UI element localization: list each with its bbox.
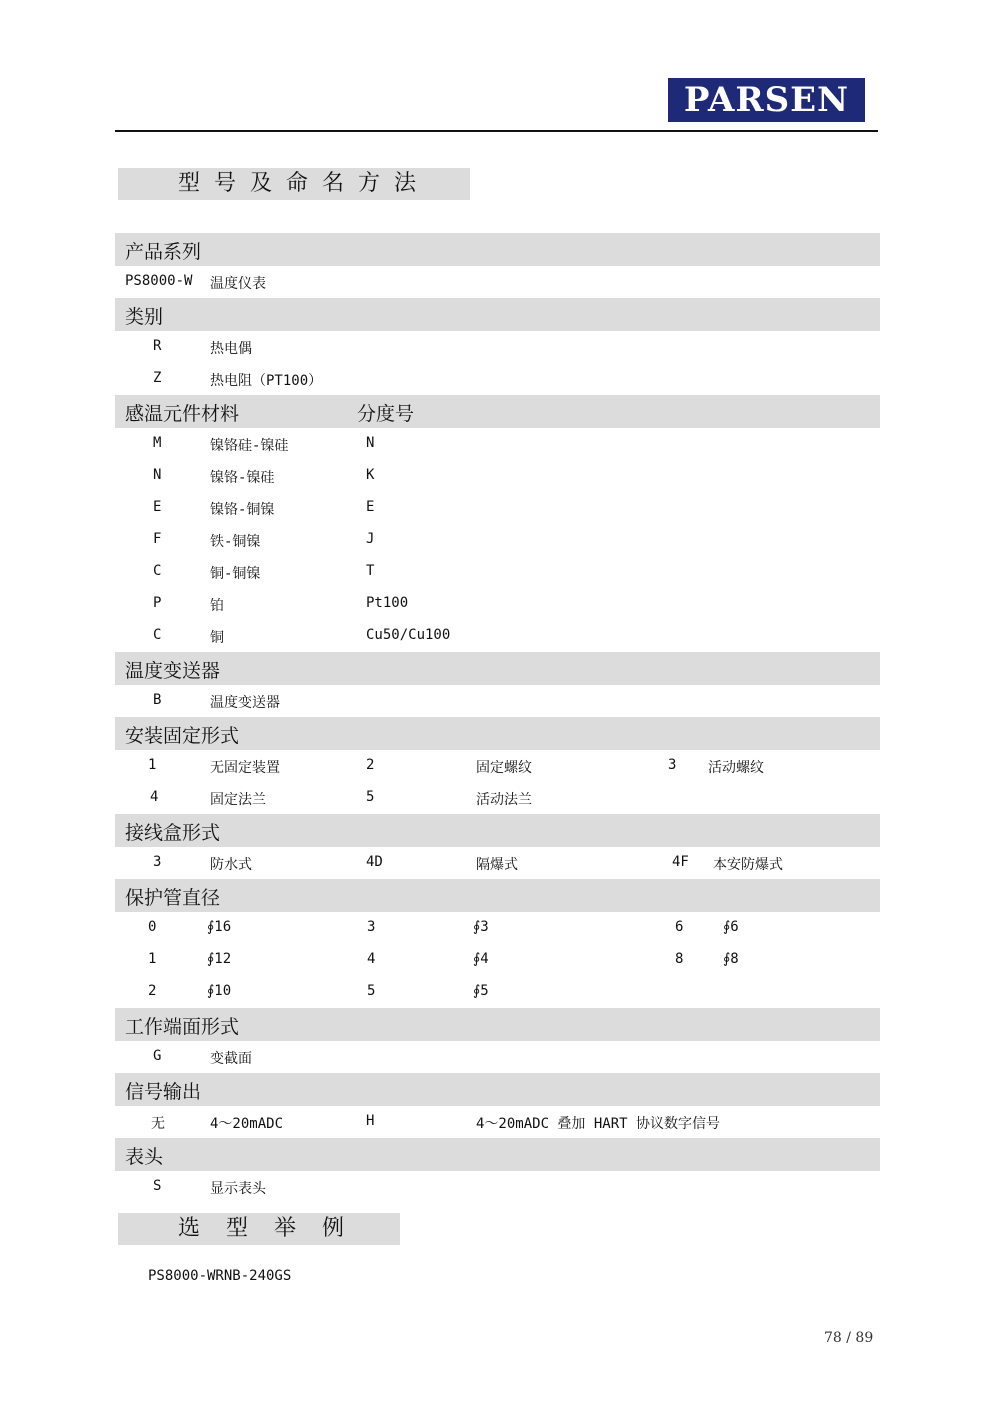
code-cell: 4 xyxy=(150,789,159,805)
desc-cell: 隔爆式 xyxy=(476,857,518,873)
page-number: 78 / 89 xyxy=(824,1330,874,1346)
header-label: 产品系列 xyxy=(125,241,202,263)
graduation-cell: J xyxy=(366,531,375,547)
section-header-meter-head xyxy=(115,1138,880,1171)
section-header-sensing-material xyxy=(115,395,880,428)
code-cell: 1 xyxy=(148,757,157,773)
header-label: 信号输出 xyxy=(125,1081,202,1103)
code-cell: H xyxy=(366,1113,375,1129)
desc-cell: 温度仪表 xyxy=(210,276,266,292)
desc-cell: 显示表头 xyxy=(210,1181,266,1197)
model-naming-table xyxy=(115,233,880,1203)
desc-cell: ∮5 xyxy=(473,983,489,999)
code-cell: 4D xyxy=(366,854,383,870)
section-header-tube-diameter xyxy=(115,879,880,912)
code-cell: 4F xyxy=(672,854,689,870)
code-cell: N xyxy=(153,467,162,483)
code-cell: 3 xyxy=(367,919,376,935)
desc-cell: ∮16 xyxy=(207,919,232,935)
table-row xyxy=(115,492,880,524)
code-cell: 5 xyxy=(367,983,376,999)
desc-cell: 活动法兰 xyxy=(476,792,532,808)
desc-cell: 4～20mADC 叠加 HART 协议数字信号 xyxy=(476,1116,721,1132)
desc-cell: 镍铬硅-镍硅 xyxy=(210,438,289,454)
code-cell: 4 xyxy=(367,951,376,967)
table-row xyxy=(115,331,880,363)
table-row xyxy=(115,556,880,588)
header-label: 分度号 xyxy=(357,403,415,425)
header-label: 温度变送器 xyxy=(125,660,221,682)
graduation-cell: Cu50/Cu100 xyxy=(366,627,451,643)
table-row xyxy=(115,428,880,460)
section-header-junction-box xyxy=(115,814,880,847)
header-label: 保护管直径 xyxy=(125,887,221,909)
header-label: 接线盒形式 xyxy=(125,822,221,844)
header-label: 感温元件材料 xyxy=(125,403,240,425)
graduation-cell: T xyxy=(366,563,375,579)
section-header-mounting xyxy=(115,717,880,750)
section-header-working-end xyxy=(115,1008,880,1041)
desc-cell: 铂 xyxy=(210,598,224,614)
desc-cell: 4～20mADC xyxy=(210,1116,284,1132)
desc-cell: 热电阻（PT100） xyxy=(210,373,323,389)
naming-method-title: 型号及命名方法 xyxy=(118,168,470,200)
desc-cell: ∮8 xyxy=(723,951,739,967)
desc-cell: 固定法兰 xyxy=(210,792,266,808)
code-cell: B xyxy=(153,692,162,708)
table-row xyxy=(115,976,880,1008)
desc-cell: 防水式 xyxy=(210,857,252,873)
section-header-transmitter xyxy=(115,652,880,685)
selection-example-title: 选型举例 xyxy=(118,1213,400,1245)
code-cell: 2 xyxy=(148,983,157,999)
code-cell: 1 xyxy=(148,951,157,967)
table-row xyxy=(115,620,880,652)
desc-cell: 温度变送器 xyxy=(210,695,280,711)
header-rule xyxy=(115,130,878,132)
code-cell: G xyxy=(153,1048,162,1064)
table-row xyxy=(115,1171,880,1203)
code-cell: 6 xyxy=(675,919,684,935)
graduation-cell: E xyxy=(366,499,375,515)
example-model-code: PS8000-WRNB-240GS xyxy=(148,1268,292,1284)
desc-cell: ∮4 xyxy=(473,951,489,967)
code-cell: R xyxy=(153,338,162,354)
section-header-signal-output xyxy=(115,1073,880,1106)
section-header-category xyxy=(115,298,880,331)
parsen-logo: PARSEN xyxy=(668,78,865,122)
desc-cell: 变截面 xyxy=(210,1051,252,1067)
code-cell: 无 xyxy=(151,1116,165,1132)
desc-cell: 镍铬-镍硅 xyxy=(210,470,275,486)
desc-cell: ∮6 xyxy=(723,919,739,935)
code-cell: F xyxy=(153,531,162,547)
desc-cell: 活动螺纹 xyxy=(708,760,764,776)
code-cell: 2 xyxy=(366,757,375,773)
code-cell: P xyxy=(153,595,162,611)
desc-cell: ∮10 xyxy=(207,983,232,999)
header-label: 工作端面形式 xyxy=(125,1016,240,1038)
code-cell: 3 xyxy=(153,854,162,870)
table-row xyxy=(115,1041,880,1073)
desc-cell: 铜 xyxy=(210,630,224,646)
table-row xyxy=(115,685,880,717)
table-row xyxy=(115,1106,880,1138)
desc-cell: 热电偶 xyxy=(210,341,252,357)
desc-cell: 本安防爆式 xyxy=(713,857,783,873)
code-cell: 8 xyxy=(675,951,684,967)
graduation-cell: Pt100 xyxy=(366,595,409,611)
desc-cell: ∮3 xyxy=(473,919,489,935)
code-cell: E xyxy=(153,499,162,515)
code-cell: C xyxy=(153,563,162,579)
code-cell: 3 xyxy=(668,757,677,773)
table-row xyxy=(115,266,880,298)
code-cell: S xyxy=(153,1178,162,1194)
code-cell: 0 xyxy=(148,919,157,935)
desc-cell: 铜-铜镍 xyxy=(210,566,261,582)
header-label: 安装固定形式 xyxy=(125,725,240,747)
code-cell: PS8000-W xyxy=(125,273,193,289)
table-row xyxy=(115,944,880,976)
desc-cell: 铁-铜镍 xyxy=(210,534,261,550)
code-cell: C xyxy=(153,627,162,643)
table-row xyxy=(115,912,880,944)
table-row xyxy=(115,782,880,814)
graduation-cell: N xyxy=(366,435,375,451)
desc-cell: 无固定装置 xyxy=(210,760,280,776)
table-row xyxy=(115,460,880,492)
table-row xyxy=(115,750,880,782)
table-row xyxy=(115,847,880,879)
code-cell: M xyxy=(153,435,162,451)
table-row xyxy=(115,363,880,395)
section-header-product-series xyxy=(115,233,880,266)
graduation-cell: K xyxy=(366,467,375,483)
table-row xyxy=(115,588,880,620)
desc-cell: 镍铬-铜镍 xyxy=(210,502,275,518)
table-row xyxy=(115,524,880,556)
desc-cell: ∮12 xyxy=(207,951,232,967)
code-cell: 5 xyxy=(366,789,375,805)
code-cell: Z xyxy=(153,370,162,386)
header-label: 表头 xyxy=(125,1146,164,1168)
header-label: 类别 xyxy=(125,306,164,328)
desc-cell: 固定螺纹 xyxy=(476,760,532,776)
